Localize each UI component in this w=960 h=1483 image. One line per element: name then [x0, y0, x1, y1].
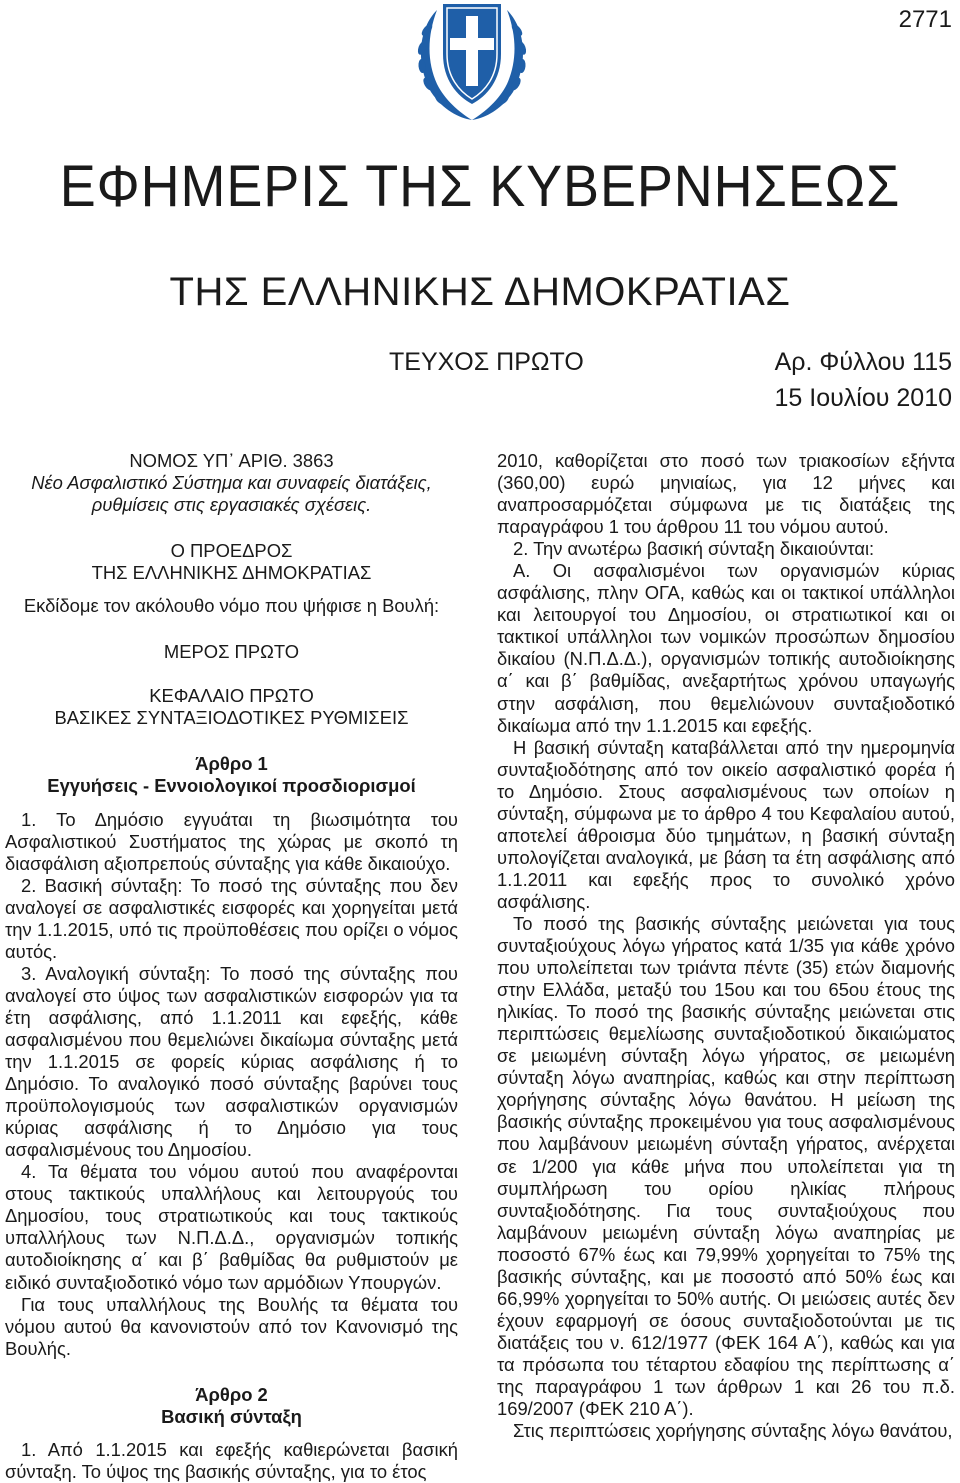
chapter-title: ΒΑΣΙΚΕΣ ΣΥΝΤΑΞΙΟΔΟΤΙΚΕΣ ΡΥΘΜΙΣΕΙΣ [54, 707, 409, 729]
page-number: 2771 [898, 6, 952, 33]
president-heading-2: ΤΗΣ ΕΛΛΗΝΙΚΗΣ ΔΗΜΟΚΡΑΤΙΑΣ [91, 562, 372, 584]
article-2-paragraph: 2010, καθορίζεται στο ποσό των τριακοσίων εξήντα (360,00) ευρώ μηνιαίως, για 12 μήνες και αναπροσαρμόζεται σύμφωνα με τις διατάξεις της παραγράφου 1 του άρθρου 11 του νόμου αυτού. [497, 450, 955, 538]
issue-sheet-number: Αρ. Φύλλου 115 [774, 348, 952, 376]
chapter-heading: ΚΕΦΑΛΑΙΟ ΠΡΩΤΟ [149, 685, 314, 707]
masthead-subtitle: ΤΗΣ ΕΛΛΗΝΙΚΗΣ ΔΗΜΟΚΡΑΤΙΑΣ [169, 270, 791, 314]
left-column [5, 450, 458, 1483]
article-1-paragraph: 3. Αναλογική σύνταξη: Το ποσό της σύνταξης που αναλογεί στο ύψος των ασφαλιστικών εισφορών για τα έτη ασφάλισης, από 1.1.2011 και εφεξής, κάθε ασφαλισμένου που θεμελιώνει δικαίωμα σύνταξης μετά την 1.1.2015 σε φορείς κύριας ασφάλισης ή το Δημόσιο. Το αναλογικό ποσό σύνταξης βαρύνει τους προϋπολογισμούς των ασφαλιστικών οργανισμών κύριας ασφάλισης ή το Δημόσιο για τους ασφαλισμένους του Δημοσίου. [5, 962, 458, 1161]
article-2-label: Άρθρο 2 [195, 1383, 268, 1405]
article-1-paragraph: Για τους υπαλλήλους της Βουλής τα θέματα του νόμου αυτού θα κανονιστούν από τον Κανονισμό της Βουλής. [5, 1293, 458, 1359]
enactment-clause: Εκδίδομε τον ακόλουθο νόμο που ψήφισε η Βουλή: [23, 595, 440, 617]
article-2-title: Βασική σύνταξη [161, 1405, 302, 1427]
right-column [497, 450, 955, 1442]
article-2-paragraph: Η βασική σύνταξη καταβάλλεται από την ημερομηνία συνταξιοδότησης από τον οικείο ασφαλιστικό φορέα ή το Δημόσιο. Στους ασφαλισμένους των οποίων η σύνταξη, σύμφωνα με το άρθρο 4 του Κεφαλαίου αυτού, αποτελεί άθροισμα δύο τμημάτων, η βασική σύνταξη υπολογίζεται αναλογικά, με βάση τα έτη ασφάλισης από 1.1.2011 και εφεξής προς το συνολικό χρόνο ασφάλισης. [497, 736, 955, 912]
law-title-line-2: ρυθμίσεις στις εργασιακές σχέσεις. [91, 494, 372, 516]
article-1-paragraph: 4. Τα θέματα του νόμου αυτού που αναφέρονται στους τακτικούς υπαλλήλους και λειτουργούς του Δημοσίου, τους στρατιωτικούς και τους τακτικούς υπαλλήλους των Ν.Π.Δ.Δ., οργανισμών τοπικής αυτοδιοίκησης α΄ και β΄ βαθμίδας θα ρυθμιστούν με ειδικό συνταξιοδοτικό νόμο των αρμόδιων Υπουργών. [5, 1161, 458, 1293]
article-1-paragraph: 1. Το Δημόσιο εγγυάται τη βιωσιμότητα του Ασφαλιστικού Συστήματος της χώρας με σκοπό τη διασφάλιση αξιοπρεπούς σύνταξης για κάθε δικαιούχο. [5, 808, 458, 874]
article-2-paragraph: Το ποσό της βασικής σύνταξης μειώνεται για τους συνταξιούχους λόγω γήρατος κατά 1/35 για κάθε χρόνο που υπολείπεται των τριάντα πέντε (35) ετών διαμονής στην Ελλάδα, μεταξύ του 15ου και του 65ου έτους της ηλικίας. Το ποσό της βασικής σύνταξης μειώνεται στις περιπτώσεις θεμελίωσης συνταξιοδοτικού δικαιώματος σε μειωμένη σύνταξη λόγω γήρατος, σε μειωμένη σύνταξη λόγω αναπηρίας, καθώς και στην περίπτωση χορήγησης σύνταξης λόγω θανάτου. Η μείωση της βασικής σύνταξης προκειμένου για τους ασφαλισμένους που λαμβάνουν μειωμένη σύνταξη γήρατος, ανέρχεται σε 1/200 για κάθε μήνα που υπολείπεται για τη συμπλήρωση του ορίου ηλικίας πλήρους συνταξιοδότησης. Για τους συνταξιούχους που λαμβάνουν μειωμένη σύνταξη λόγω αναπηρίας με ποσοστό 67% έως και 79,99% χορηγείται το 75% της βασικής σύνταξης, και με ποσοστό από 50% έως και 66,99% χορηγείται το 50% αυτής. Οι μειώσεις αυτές δεν έχουν εφαρμογή σε όσους συνταξιοδοτούνται με τις διατάξεις του ν. 612/1977 (ΦΕΚ 164 Α΄), καθώς και για τα πρόσωπα του τέταρτου εδαφίου της περίπτωσης α΄ της παραγράφου 1 των άρθρων 1 και 26 του π.δ. 169/2007 (ΦΕΚ 210 Α΄). [497, 912, 955, 1420]
cross-icon [466, 16, 478, 86]
law-title-line-1: Νέο Ασφαλιστικό Σύστημα και συναφείς διατάξεις, [31, 472, 432, 494]
issue-date: 15 Ιουλίου 2010 [774, 384, 952, 412]
article-2-paragraph: Α. Οι ασφαλισμένοι των οργανισμών κύριας ασφάλισης, πλην ΟΓΑ, καθώς και οι τακτικοί υπάλληλοι και λειτουργοί του Δημοσίου, οι στρατιωτικοί και οι τακτικοί υπάλληλοι των νομικών προσώπων δημοσίου δικαίου (Ν.Π.Δ.Δ.), οργανισμών τοπικής αυτοδιοίκησης α΄ και β΄ βαθμίδας, ανεξαρτήτως χρόνου υπαγωγής στην ασφάλιση, που θεμελιώνουν συνταξιοδοτικό δικαίωμα από την 1.1.2015 και εφεξής. [497, 560, 955, 736]
president-heading-1: Ο ΠΡΟΕΔΡΟΣ [170, 540, 293, 562]
article-2-paragraph: 2. Την ανωτέρω βασική σύνταξη δικαιούνται: [513, 538, 875, 560]
article-1-paragraph: 2. Βασική σύνταξη: Το ποσό της σύνταξης που δεν αναλογεί σε ασφαλιστικές εισφορές και χορηγείται μετά την 1.1.2015, υπό τις προϋποθέσεις που ορίζει ο νόμος αυτός. [5, 874, 458, 962]
article-1-label: Άρθρο 1 [195, 753, 268, 775]
part-heading: ΜΕΡΟΣ ΠΡΩΤΟ [163, 641, 300, 663]
issue-volume: ΤΕΥΧΟΣ ΠΡΩΤΟ [389, 348, 584, 376]
article-2-paragraph: 1. Από 1.1.2015 και εφεξής καθιερώνεται βασική σύνταξη. Το ύψος της βασικής σύνταξης, για το έτος [5, 1438, 458, 1482]
article-1-title: Εγγυήσεις - Εννοιολογικοί προσδιορισμοί [47, 775, 416, 797]
article-2-paragraph: Στις περιπτώσεις χορήγησης σύνταξης λόγω θανάτου, [513, 1420, 953, 1442]
greek-coat-of-arms-emblem [397, 0, 547, 122]
law-number: ΝΟΜΟΣ ΥΠ᾽ ΑΡΙΘ. 3863 [129, 450, 334, 471]
masthead-title: ΕΦΗΜΕΡΙΣ ΤΗΣ ΚΥΒΕΡΝΗΣΕΩΣ [59, 154, 901, 219]
